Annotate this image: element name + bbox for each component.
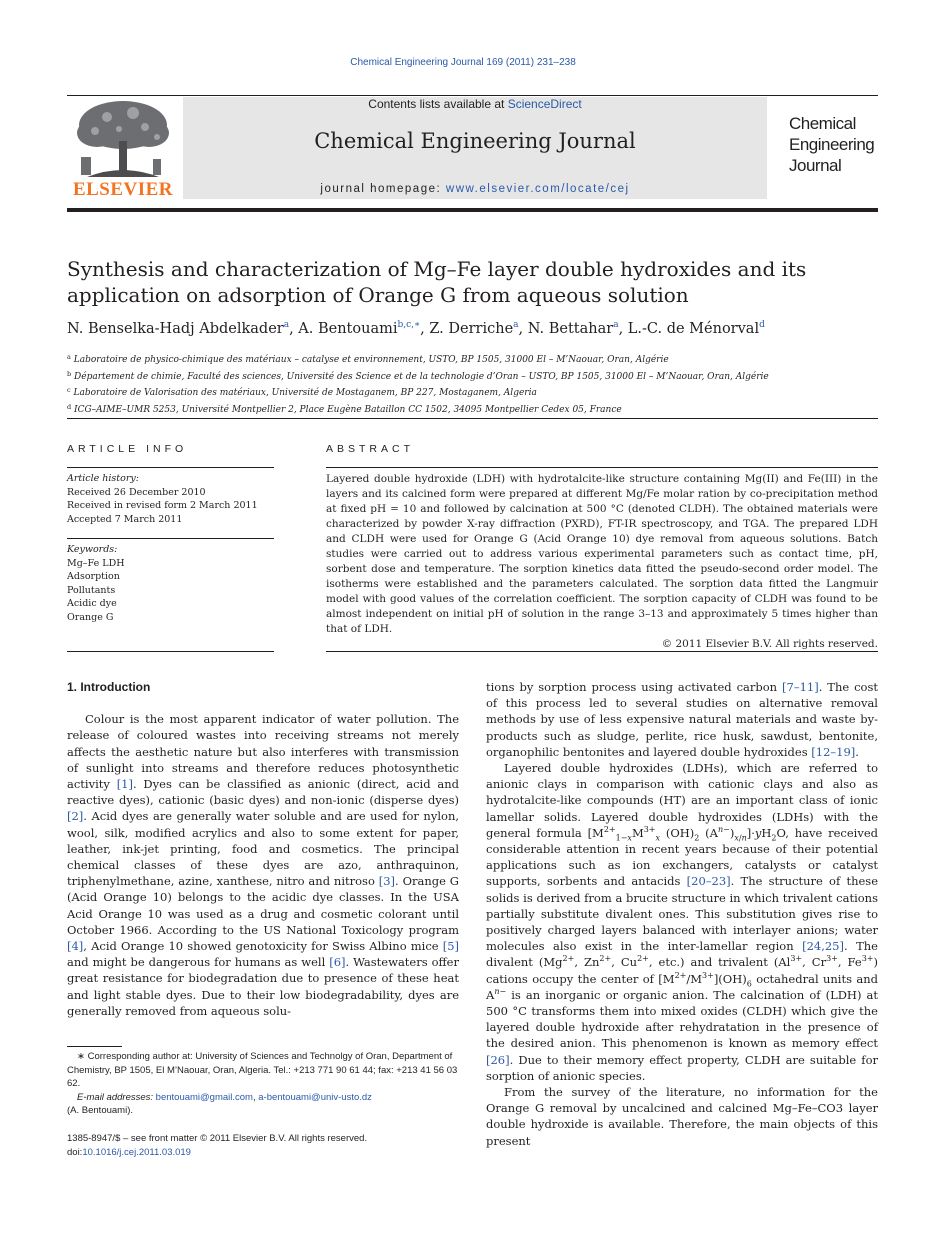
journal-cover-logo — [789, 113, 889, 176]
title-block-rule — [67, 418, 878, 419]
affiliation-label: b — [67, 369, 72, 378]
email-link[interactable]: a-bentouami@univ-usto.dz — [258, 1091, 372, 1103]
reference-link[interactable]: [6] — [329, 955, 346, 970]
author-affil-ref[interactable]: a — [613, 320, 619, 330]
article-history — [67, 472, 274, 526]
header-thick-rule — [67, 208, 878, 212]
abstract-text: Layered double hydroxide (LDH) with hydrotalcite-like structure containing Mg(II) and Fe(III) in the layers and its calcined form were prepared at different Mg/Fe molar ration by co-precipitation method at fixed pH = 10 and followed by calcination at 500 °C (denoted CLDH). The obtained materials were characterized by powder X-ray diffraction (PXRD), FT-IR spectroscopy, and TGA. The prepared LDH and CLDH were used for Orange G (Acid Orange 10) dye removal from aqueous solutions. Batch studies were carried out to address various experimental parameters such as contact time, pH, sorbent dose and temperature. The sorption kinetics data fitted the pseudo-second order model. The isotherms were established and the parameters calculated. The sorption data fitted the Langmuir model with good values of the correlation coefficient. The sorption capacity of CLDH was found to be almost independent on initial pH of solution in the range 3–13 and approximately 5 times higher than that of LDH. — [326, 473, 878, 635]
author-affil-ref[interactable]: d — [759, 320, 765, 330]
contents-prefix: Contents lists available at — [368, 97, 508, 111]
affiliation — [67, 368, 878, 385]
reference-link[interactable]: [1] — [116, 777, 133, 792]
affiliation-text: ICG–AIME–UMR 5253, Université Montpellier 2, Place Eugène Bataillon CC 1502, 34095 Montpellier Cedex 05, France — [74, 404, 622, 415]
history-item: Received in revised form 2 March 2011 — [67, 500, 258, 511]
journal-banner — [183, 97, 767, 199]
affiliation-text: Laboratoire de Valorisation des matériaux, Université de Mostaganem, BP 227, Mostaganem, Algeria — [73, 388, 537, 398]
email-link[interactable]: bentouami@gmail.com — [155, 1091, 253, 1103]
front-matter-line: 1385-8947/$ – see front matter © 2011 Elsevier B.V. All rights reserved. — [67, 1133, 368, 1144]
article-title: Synthesis and characterization of Mg–Fe layer double hydroxides and its application on adsorption of Orange G from aqueous solution — [67, 257, 807, 307]
journal-homepage — [183, 183, 767, 195]
affiliation — [67, 351, 878, 368]
cover-logo-line: Journal — [789, 156, 842, 175]
email-line: E-mail addresses: bentouami@gmail.com, a-bentouami@univ-usto.dz — [77, 1091, 372, 1103]
contents-lists — [183, 97, 767, 111]
keywords — [67, 543, 274, 624]
affiliation-label: c — [67, 386, 71, 394]
homepage-prefix: journal homepage: — [320, 183, 446, 195]
footnote-author: (A. Bentouami). — [67, 1105, 133, 1116]
affiliations — [67, 351, 878, 417]
keyword: Pollutants — [67, 584, 116, 596]
author-name: Z. Derriche — [429, 321, 514, 337]
corresponding-author-footnote — [67, 1050, 459, 1118]
affiliation-label: d — [67, 402, 72, 411]
author-list: N. Benselka-Hadj Abdelkader$^a$, A. Bentouami$^{b,c,∗}$, Z. Derriche$^a$, N. Bettahar$^a$, L.-C. de Ménorval$^d$ — [67, 320, 765, 337]
reference-link[interactable]: [3] — [378, 874, 396, 889]
doi-link[interactable]: 10.1016/j.cej.2011.03.019 — [82, 1146, 191, 1158]
abstract-end-rule — [326, 651, 878, 652]
keyword: Acidic dye — [67, 598, 117, 609]
body-column-right — [486, 679, 878, 1149]
cover-logo-line: Chemical — [789, 114, 856, 133]
sciencedirect-link[interactable]: ScienceDirect — [507, 97, 582, 111]
reference-link[interactable]: [5] — [442, 939, 459, 954]
copyright-notice: © 2011 Elsevier B.V. All rights reserved. — [661, 638, 878, 650]
paragraph: From the survey of the literature, no information for the Orange G removal by uncalcined and calcined Mg–Fe–CO3 layer double hydroxide is available. Therefore, the main objects of this present — [486, 1085, 878, 1148]
paragraph: Colour is the most apparent indicator of water pollution. The release of coloured wastes into receiving streams not merely affects the aesthetic nature but also interferes with transmission of sunlight into streams and therefore reduces photosynthetic activity [1]. Dyes can be classified as anionic (direct, acid and reactive dyes), cationic (basic dyes) and non-ionic (disperse dyes) [2]. Acid dyes are generally water soluble and are used for nylon, wool, silk, modified acrylics and also to some extent for paper, leather, ink-jet printing, food and cosmetics. The principal chemical classes of these dyes are azo, anthraquinon, triphenylmethane, azine, xanthese, nitro and nitroso [3]. Orange G (Acid Orange 10) belongs to the acidic dye classes. In the USA Acid Orange 10 was used as a drug and cosmetic colorant until October 1966. According to the US National Toxicology program [4], Acid Orange 10 showed genotoxicity for Swiss Albino mice [5] and might be dangerous for humans as well [6]. Wastewaters offer great resistance for biodegradation due to presence of these heat and light stable dyes. Due to their low biodegradability, dyes are generally removed from aqueous solu- — [67, 712, 459, 1018]
author-name: L.-C. de Ménorval — [627, 321, 760, 337]
ldh-formula: [$M^{2+}_{1-x}M^{3+}_x$ $(OH)_2$ $(A^{n-})_{x/n}]\cdot yH_2O$, — [587, 825, 789, 843]
reference-link[interactable]: [12–19] — [811, 744, 856, 759]
body-column-left — [67, 679, 459, 1019]
corresponding-author-text: ∗ Corresponding author at: University of Sciences and Technolgy of Oran, Department of Chemistry, BP 1505, El M’Naouar, Oran, Algeria. Tel.: +213 771 90 61 44; fax: +213 41 56 03 62. — [67, 1051, 458, 1089]
elsevier-logo[interactable] — [67, 97, 179, 201]
author-name: N. Bettahar — [527, 321, 614, 337]
article-info-rule — [67, 467, 274, 468]
author-name: A. Bentouami — [298, 321, 398, 337]
history-label: Article history: — [67, 473, 139, 484]
reference-link[interactable]: [24,25] — [802, 939, 844, 954]
author-name: N. Benselka-Hadj Abdelkader — [67, 321, 284, 337]
issn-block — [67, 1132, 567, 1159]
paragraph: tions by sorption process using activated carbon [7–11]. The cost of this process led to several studies on alternative removal methods by use of less expensive natural materials and waste by-products such as sludge, perlite, rice husk, sawdust, bentonite, organophilic bentonites and layered double hydroxides [12–19]. — [486, 680, 878, 759]
keyword: Adsorption — [67, 571, 120, 582]
email-label: E-mail addresses: — [77, 1091, 156, 1103]
reference-link[interactable]: [4] — [67, 939, 84, 954]
keywords-label: Keywords: — [67, 544, 118, 555]
author-affil-ref[interactable]: a — [513, 320, 519, 330]
affiliation-label: a — [67, 353, 71, 361]
affiliation — [67, 401, 878, 418]
doi-line — [67, 1146, 567, 1160]
history-item: Accepted 7 March 2011 — [67, 513, 183, 525]
reference-link[interactable]: [7–11] — [782, 680, 819, 694]
author-affil-ref[interactable]: b,c,∗ — [397, 320, 421, 330]
abstract-body — [326, 472, 878, 652]
header-rule — [67, 95, 878, 96]
reference-link[interactable]: [2] — [67, 809, 84, 824]
abstract-rule — [326, 467, 878, 468]
affiliation-text: Département de chimie, Faculté des sciences, Université des Science et de la technologie d’Oran – USTO, BP 1505, 31000 El – M’Naouar, Oran, Algérie — [74, 371, 769, 382]
affiliation-text: Laboratoire de physico-chimique des matériaux – catalyse et environnement, USTO, BP 1505, 31000 El – M’Naouar, Oran, Algérie — [73, 355, 669, 365]
reference-link[interactable]: [20–23] — [686, 874, 731, 889]
section-heading: 1. Introduction — [67, 680, 151, 694]
keyword: Orange G — [67, 611, 114, 623]
doi-label: doi: — [67, 1146, 83, 1158]
elsevier-wordmark: ELSEVIER — [72, 179, 174, 200]
abstract-heading: ABSTRACT — [326, 443, 415, 455]
tree-icon — [67, 97, 179, 181]
journal-name: Chemical Engineering Journal — [314, 129, 636, 153]
homepage-link[interactable]: www.elsevier.com/locate/cej — [445, 183, 630, 195]
affiliation — [67, 384, 878, 401]
paragraph: Layered double hydroxides (LDHs), which are referred to anionic clays in comparison with cationic clays and also as hydrotalcite-like compounds (HT) are an important class of ionic lamellar solids. Layered double hydroxides (LDHs) with the general formula [$M^{2+}_{1-x}M^{3+}_x$ $(OH)_2$ $(A^{n-})_{x/n}]\cdot yH_2O$, have received considerable attention in recent years because of their potential applications such as ion exchangers, catalysts or catalyst supports, sorbents and antacids [20–23]. The structure of these solids is derived from a brucite structure in which trivalent cations partially substitute divalent ones. This substitution gives rise to positively charged layers balanced with interlayer anions; water molecules also exist in the inter-lamellar region [24,25]. The divalent ($Mg^{2+}$, $Zn^{2+}$, $Cu^{2+}$, etc.) and trivalent ($Al^{3+}$, $Cr^{3+}$, $Fe^{3+}$) cations occupy the center of $[M^{2+}/M^{3+}](OH)_6$ octahedral units and $A^{n-}$ is an inorganic or organic anion. The calcination of (LDH) at 500 °C transforms them into mixed oxides (CLDH) which give the layered double hydroxide after rehydratation in the presence of the desired anion. This phenomenon is known as memory effect [26]. Due to their memory effect property, CLDH are suitable for sorption of anionic species. — [486, 761, 879, 1083]
keyword: Mg–Fe LDH — [67, 557, 125, 569]
author-affil-ref[interactable]: a — [283, 320, 290, 330]
article-info-heading: ARTICLE INFO — [67, 443, 188, 455]
journal-citation[interactable]: Chemical Engineering Journal 169 (2011) 231–238 — [350, 57, 576, 68]
article-info-end-rule — [67, 651, 274, 652]
keywords-rule — [67, 538, 274, 539]
reference-link[interactable]: [26] — [486, 1052, 510, 1067]
history-item: Received 26 December 2010 — [67, 486, 206, 498]
footnote-rule — [67, 1046, 122, 1047]
cover-logo-line: Engineering — [789, 135, 875, 154]
